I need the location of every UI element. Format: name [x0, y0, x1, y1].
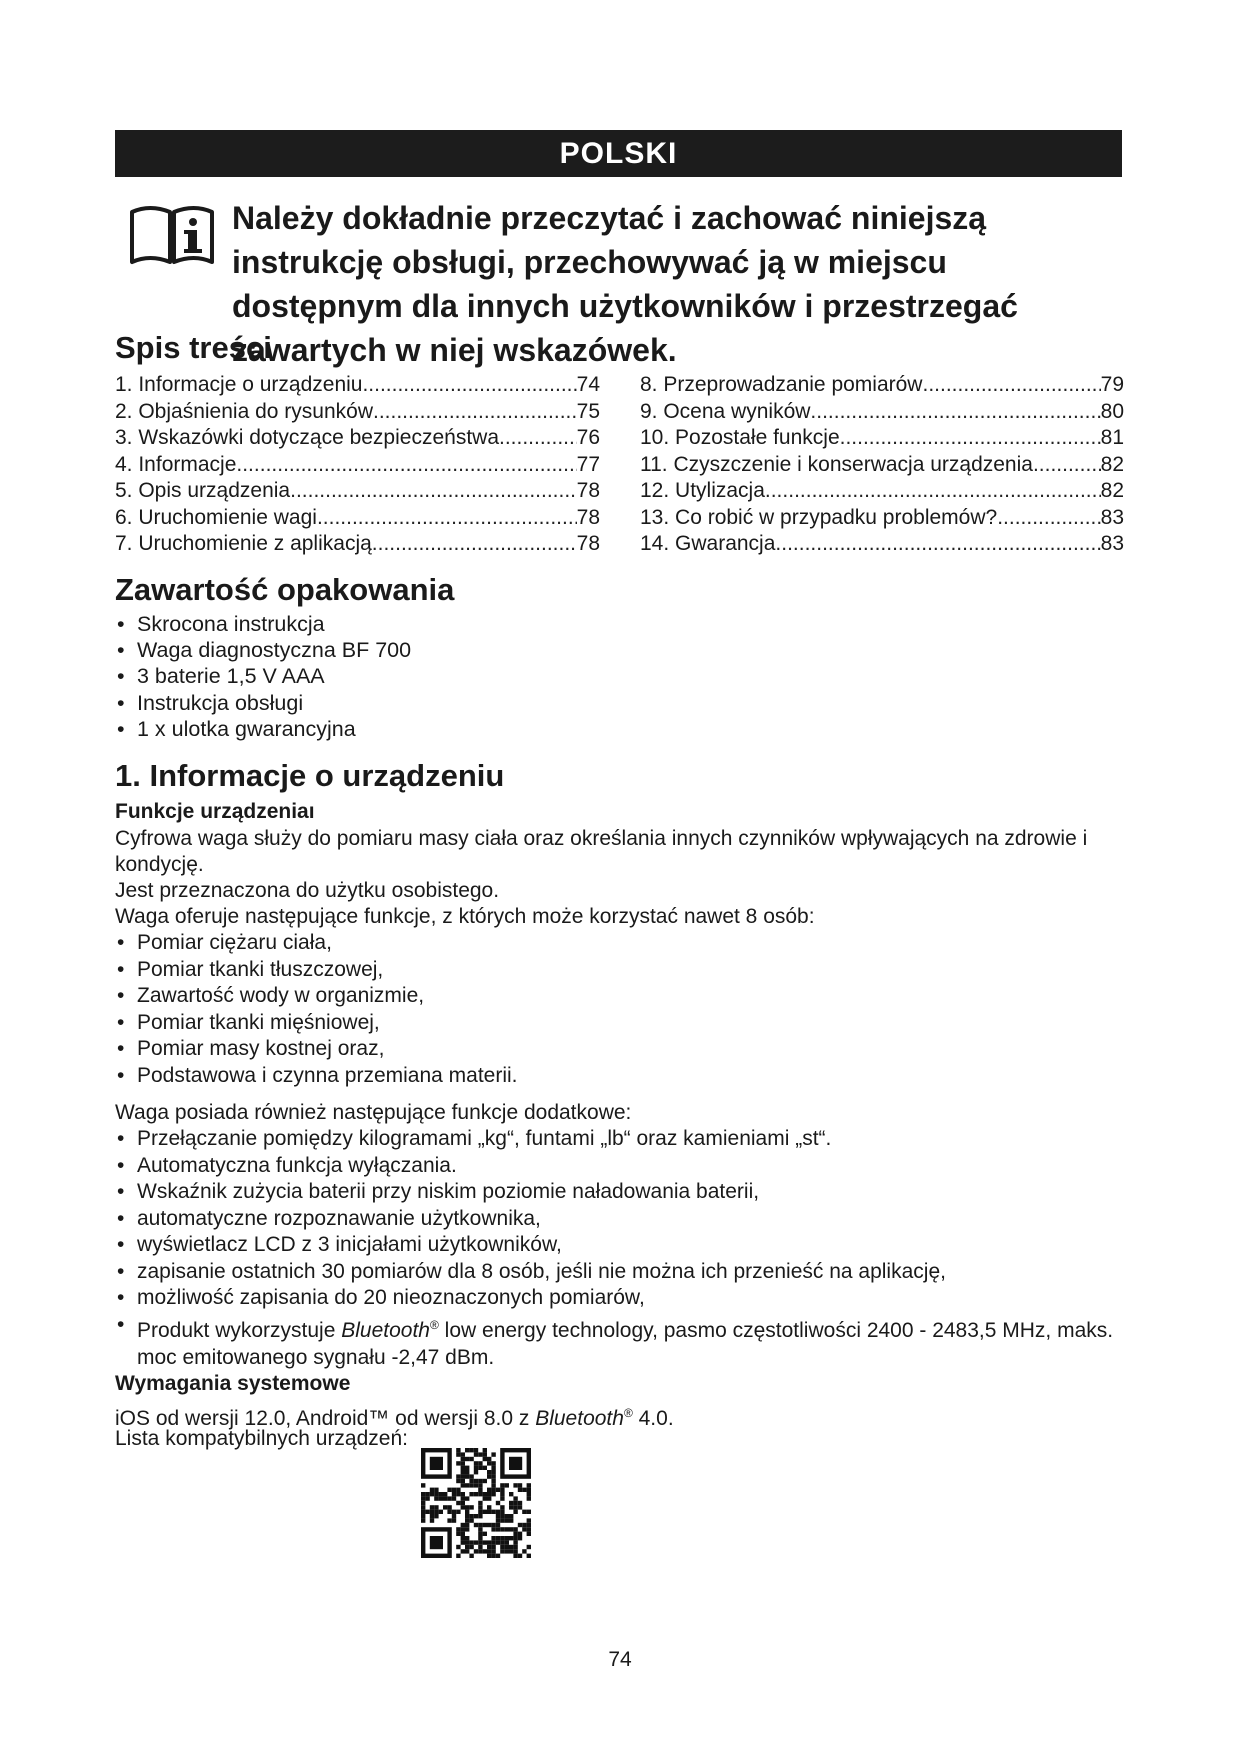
section-title: 1. Informacje o urządzeniu [115, 758, 505, 793]
list-item: • Pomiar masy kostnej oraz, [115, 1036, 1125, 1063]
toc-entry-label: 2. Objaśnienia do rysunków [115, 399, 373, 423]
list-item: • możliwość zapisania do 20 nieoznaczonych pomiarów, [115, 1285, 1125, 1312]
toc-leader-dots [372, 531, 577, 558]
package-title: Zawartość opakowania [115, 572, 455, 607]
toc-leader-dots [236, 452, 576, 479]
toc-entry-page: 74 [576, 373, 600, 396]
toc-entry-page: 80 [1100, 399, 1124, 423]
toc-leader-dots [765, 478, 1101, 505]
toc-entry-page: 78 [576, 532, 600, 555]
list-item: • automatyczne rozpoznawanie użytkownika, [115, 1206, 1125, 1233]
toc-entry-page: 83 [1100, 532, 1124, 555]
toc-entry-label: 5. Opis urządzenia [115, 479, 291, 502]
list-item: • wyświetlacz LCD z 3 inicjałami użytkowników, [115, 1232, 1125, 1259]
toc-entry[interactable] [640, 372, 1124, 399]
paragraph: Waga posiada również następujące funkcje dodatkowe: [115, 1101, 632, 1124]
paragraph: Waga oferuje następujące funkcje, z których może korzystać nawet 8 osób: [115, 905, 815, 928]
toc-entry-label: 1. Informacje o urządzeniu [115, 373, 363, 396]
page-number: 74 [608, 1648, 632, 1671]
paragraph: Jest przeznaczona do użytku osobistego. [115, 879, 500, 902]
toc-entry-label: 6. Uruchomienie wagi [115, 505, 317, 529]
intro-notice: Należy dokładnie przeczytać i zachować niniejszą instrukcję obsługi, przechowywać ją w miejscu dostępnym dla innych użytkowników i przestrzegać zawartych w niej wskazówek. [232, 200, 1018, 368]
toc-entry[interactable] [640, 452, 1124, 479]
toc-leader-dots [373, 399, 577, 426]
toc-entry-page: 78 [576, 479, 600, 502]
toc-leader-dots [317, 505, 577, 532]
toc-entry-page: 83 [1100, 505, 1124, 529]
list-item: • Waga diagnostyczna BF 700 [115, 637, 411, 663]
toc-leader-dots [290, 478, 577, 505]
toc-entry[interactable] [640, 478, 1124, 505]
toc-title: Spis treści [115, 330, 272, 365]
toc-entry-label: 3. Wskazówki dotyczące bezpieczeństwa [115, 426, 499, 449]
list-item: • zapisanie ostatnich 30 pomiarów dla 8 osób, jeśli nie można ich przenieść na aplikację, [115, 1259, 1125, 1286]
paragraph: Cyfrowa waga służy do pomiaru masy ciała oraz określania innych czynników wpływających na zdrowie i kondycję. [115, 827, 1088, 876]
toc-entry-label: 13. Co robić w przypadku problemów? [640, 505, 998, 529]
toc-entry-label: 11. Czyszczenie i konserwacja urządzenia [640, 452, 1033, 476]
toc-entry[interactable] [115, 452, 600, 479]
compatible-devices-label: Lista kompatybilnych urządzeń: [115, 1427, 408, 1450]
toc-entry[interactable] [115, 478, 600, 505]
system-requirements-text: iOS od wersji 12.0, Android™ od wersji 8.0 z Bluetooth® 4.0. [115, 1406, 674, 1430]
toc-entry-label: 9. Ocena wyników [640, 399, 811, 423]
list-item: • Pomiar tkanki mięśniowej, [115, 1010, 1125, 1037]
list-item: • Automatyczna funkcja wyłączania. [115, 1153, 1125, 1180]
toc-entry[interactable] [640, 399, 1124, 426]
list-item: • Skrocona instrukcja [115, 611, 411, 637]
extra-function-list [115, 1126, 1125, 1312]
toc-entry[interactable] [640, 531, 1124, 558]
toc-entry-page: 78 [576, 505, 600, 529]
list-item: • Instrukcja obsługi [115, 690, 411, 716]
toc-leader-dots [1033, 452, 1101, 479]
toc-entry-label: 12. Utylizacja [640, 479, 765, 502]
list-item: • 3 baterie 1,5 V AAA [115, 663, 411, 689]
bluetooth-list [115, 1312, 1125, 1371]
toc-entry-label: 7. Uruchomienie z aplikacją [115, 532, 372, 555]
toc-entry-label: 10. Pozostałe funkcje [640, 426, 840, 449]
language-banner: POLSKI [115, 130, 1122, 177]
toc-leader-dots [922, 372, 1100, 399]
list-item: • Przełączanie pomiędzy kilogramami „kg“, funtami „lb“ oraz kamieniami „st“. [115, 1126, 1125, 1153]
toc-entry[interactable] [115, 531, 600, 558]
toc-leader-dots [499, 425, 577, 452]
toc-leader-dots [997, 505, 1100, 532]
function-list [115, 930, 1125, 1089]
toc-leader-dots [840, 425, 1101, 452]
toc-entry[interactable] [115, 425, 600, 452]
toc-entry-label: 8. Przeprowadzanie pomiarów [640, 373, 923, 396]
list-item: • Pomiar tkanki tłuszczowej, [115, 957, 1125, 984]
list-item: • Zawartość wody w organizmie, [115, 983, 1125, 1010]
toc-entry-page: 82 [1100, 479, 1124, 502]
toc-leader-dots [775, 531, 1100, 558]
section-subtitle: Funkcje urządzeniaı [115, 800, 315, 823]
toc-entry[interactable] [115, 505, 600, 532]
system-requirements-title: Wymagania systemowe [115, 1372, 351, 1395]
toc-right-column [640, 372, 1124, 558]
toc-leader-dots [362, 372, 576, 399]
list-item: • Produkt wykorzystuje Bluetooth® low energy technology, pasmo częstotliwości 2400 - 2483,5 MHz, maks. moc emitowanego sygnału -2,47 dBm. [115, 1312, 1125, 1371]
list-item: • Podstawowa i czynna przemiana materii. [115, 1063, 1125, 1090]
toc-entry[interactable] [115, 399, 600, 426]
toc-entry-page: 79 [1100, 373, 1124, 396]
list-item: • Wskaźnik zużycia baterii przy niskim poziomie naładowania baterii, [115, 1179, 1125, 1206]
toc-entry-page: 82 [1100, 452, 1124, 476]
list-item: • Pomiar ciężaru ciała, [115, 930, 1125, 957]
toc-entry[interactable] [640, 505, 1124, 532]
info-book-icon [128, 202, 216, 266]
toc-leader-dots [810, 399, 1100, 426]
toc-entry-label: 4. Informacje [115, 452, 237, 476]
qr-code[interactable] [421, 1448, 531, 1558]
toc-entry-page: 76 [576, 426, 600, 449]
toc-entry-page: 81 [1100, 426, 1124, 449]
toc-left-column [115, 372, 600, 558]
package-list [115, 611, 411, 742]
list-item: • 1 x ulotka gwarancyjna [115, 716, 411, 742]
toc-entry-page: 75 [576, 399, 600, 423]
toc-entry-label: 14. Gwarancja [640, 532, 776, 555]
toc-entry[interactable] [115, 372, 600, 399]
toc-entry[interactable] [640, 425, 1124, 452]
toc-entry-page: 77 [576, 452, 600, 476]
